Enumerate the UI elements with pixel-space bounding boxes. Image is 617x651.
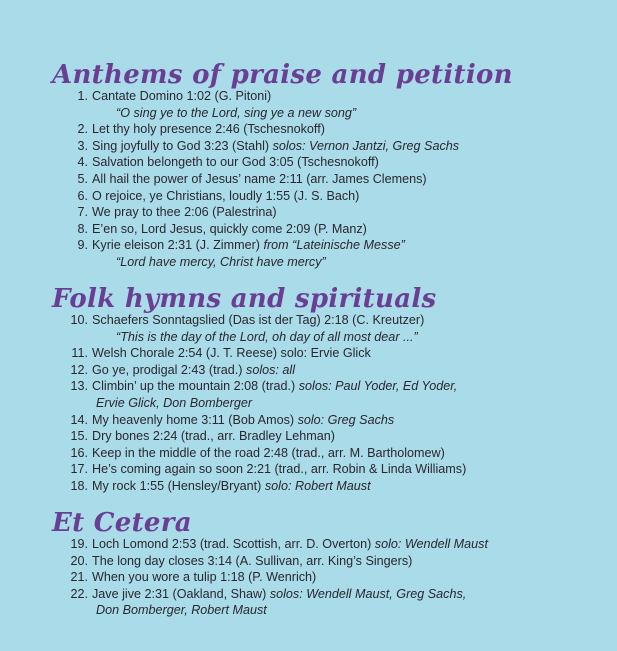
track-text	[92, 445, 445, 462]
track-item	[0, 412, 617, 429]
track-text	[92, 188, 359, 205]
track-credit: solo: Robert Maust	[264, 478, 371, 493]
track-item	[0, 461, 617, 478]
track-title: Dry bones 2:24 (trad., arr. Bradley Lehman)	[92, 429, 335, 444]
track-number: 4.	[77, 155, 88, 170]
track-list	[0, 88, 617, 271]
track-item	[0, 88, 617, 121]
track-item	[0, 428, 617, 445]
track-text	[92, 171, 427, 188]
track-number: 17.	[70, 462, 88, 477]
track-item	[0, 121, 617, 138]
track-number: 1.	[77, 89, 88, 103]
track-title: Welsh Chorale 2:54 (J. T. Reese) solo: Ervie Glick	[92, 346, 371, 361]
track-item	[0, 154, 617, 171]
track-item	[0, 221, 617, 238]
track-text	[92, 569, 316, 586]
section-folk-hymns	[0, 286, 617, 495]
track-item	[0, 345, 617, 362]
track-number: 19.	[70, 537, 88, 551]
track-item	[0, 445, 617, 462]
track-number: 9.	[77, 238, 88, 253]
track-number: 5.	[77, 171, 88, 186]
track-credit: solos: all	[246, 362, 296, 377]
track-text	[92, 138, 459, 155]
track-title: The long day closes 3:14 (A. Sullivan, arr. King’s Singers)	[92, 553, 413, 568]
section-anthems	[0, 62, 617, 271]
track-item	[0, 362, 617, 379]
track-number: 3.	[77, 138, 88, 153]
track-title: Salvation belongeth to our God 3:05 (Tschesnokoff)	[92, 155, 379, 170]
track-credit-continued: Ervie Glick, Don Bomberger	[96, 395, 253, 410]
section-heading: Et Cetera	[52, 508, 192, 538]
track-title: Climbin’ up the mountain 2:08 (trad.)	[92, 379, 299, 394]
track-item	[0, 188, 617, 205]
track-number: 8.	[77, 221, 88, 236]
track-item	[0, 312, 617, 345]
track-number: 21.	[70, 570, 88, 585]
track-text	[92, 237, 405, 254]
track-number: 20.	[70, 553, 88, 568]
track-text	[92, 204, 277, 221]
track-translation: “This is the day of the Lord, oh day of all most dear ...”	[116, 329, 418, 344]
track-item	[0, 237, 617, 270]
track-number: 22.	[70, 586, 88, 601]
track-item	[0, 553, 617, 570]
track-text	[92, 536, 488, 553]
track-text	[92, 461, 466, 478]
track-number: 15.	[70, 429, 88, 444]
track-item	[0, 138, 617, 155]
track-number: 6.	[77, 188, 88, 203]
track-title: Let thy holy presence 2:46 (Tschesnokoff)	[92, 122, 325, 137]
track-item	[0, 478, 617, 495]
track-title: Keep in the middle of the road 2:48 (trad., arr. M. Bartholomew)	[92, 445, 445, 460]
track-credit-continued: Don Bomberger, Robert Maust	[96, 603, 267, 618]
track-number: 13.	[70, 379, 88, 394]
track-item	[0, 569, 617, 586]
track-credit: solo: Wendell Maust	[374, 537, 488, 551]
track-credit: solo: Greg Sachs	[297, 412, 395, 427]
track-item	[0, 378, 617, 411]
track-credit: solos: Wendell Maust, Greg Sachs,	[269, 586, 467, 601]
track-title: O rejoice, ye Christians, loudly 1:55 (J. S. Bach)	[92, 188, 360, 203]
track-text	[92, 378, 457, 395]
track-title: Kyrie eleison 2:31 (J. Zimmer)	[92, 238, 264, 253]
track-item	[0, 586, 617, 619]
track-title: When you wore a tulip 1:18 (P. Wenrich)	[92, 570, 317, 585]
track-title: He’s coming again so soon 2:21 (trad., arr. Robin & Linda Williams)	[92, 462, 467, 477]
track-list	[0, 312, 617, 495]
track-item	[0, 204, 617, 221]
track-credit: from “Lateinische Messe”	[263, 238, 405, 253]
track-text	[92, 221, 367, 238]
track-title: Schaefers Sonntagslied (Das ist der Tag) 2:18 (C. Kreutzer)	[92, 313, 425, 327]
section-et-cetera	[0, 510, 617, 619]
track-number: 11.	[71, 346, 88, 361]
track-translation: “O sing ye to the Lord, sing ye a new song”	[116, 105, 357, 120]
track-number: 10.	[70, 313, 88, 327]
track-title: Sing joyfully to God 3:23 (Stahl)	[92, 138, 273, 153]
track-text	[92, 154, 379, 171]
track-text	[92, 428, 335, 445]
track-number: 16.	[70, 445, 88, 460]
track-number: 12.	[70, 362, 88, 377]
track-number: 14.	[70, 412, 88, 427]
track-text	[92, 478, 371, 495]
track-list	[0, 536, 617, 619]
track-text	[92, 553, 412, 570]
track-title: Go ye, prodigal 2:43 (trad.)	[92, 362, 247, 377]
section-heading: Anthems of praise and petition	[52, 60, 513, 90]
track-title: All hail the power of Jesus’ name 2:11 (arr. James Clemens)	[92, 171, 427, 186]
track-text	[92, 362, 295, 379]
section-heading: Folk hymns and spirituals	[52, 284, 437, 314]
track-text	[92, 586, 466, 603]
track-credit: solos: Paul Yoder, Ed Yoder,	[298, 379, 458, 394]
track-item	[0, 536, 617, 553]
track-title: Cantate Domino 1:02 (G. Pitoni)	[92, 89, 272, 103]
track-title: Jave jive 2:31 (Oakland, Shaw)	[92, 586, 270, 601]
track-translation: “Lord have mercy, Christ have mercy”	[116, 254, 326, 269]
track-credit: solos: Vernon Jantzi, Greg Sachs	[272, 138, 460, 153]
track-number: 7.	[77, 205, 88, 220]
track-title: Loch Lomond 2:53 (trad. Scottish, arr. D. Overton)	[92, 537, 375, 551]
track-item	[0, 171, 617, 188]
track-text	[92, 88, 271, 105]
track-title: E’en so, Lord Jesus, quickly come 2:09 (P. Manz)	[92, 221, 367, 236]
track-number: 18.	[70, 478, 88, 493]
track-text	[92, 345, 371, 362]
track-text	[92, 121, 325, 138]
track-text	[92, 312, 424, 329]
track-text	[92, 412, 394, 429]
track-title: My rock 1:55 (Hensley/Bryant)	[92, 478, 265, 493]
track-title: We pray to thee 2:06 (Palestrina)	[92, 205, 277, 220]
track-number: 2.	[77, 122, 88, 137]
track-title: My heavenly home 3:11 (Bob Amos)	[92, 412, 298, 427]
